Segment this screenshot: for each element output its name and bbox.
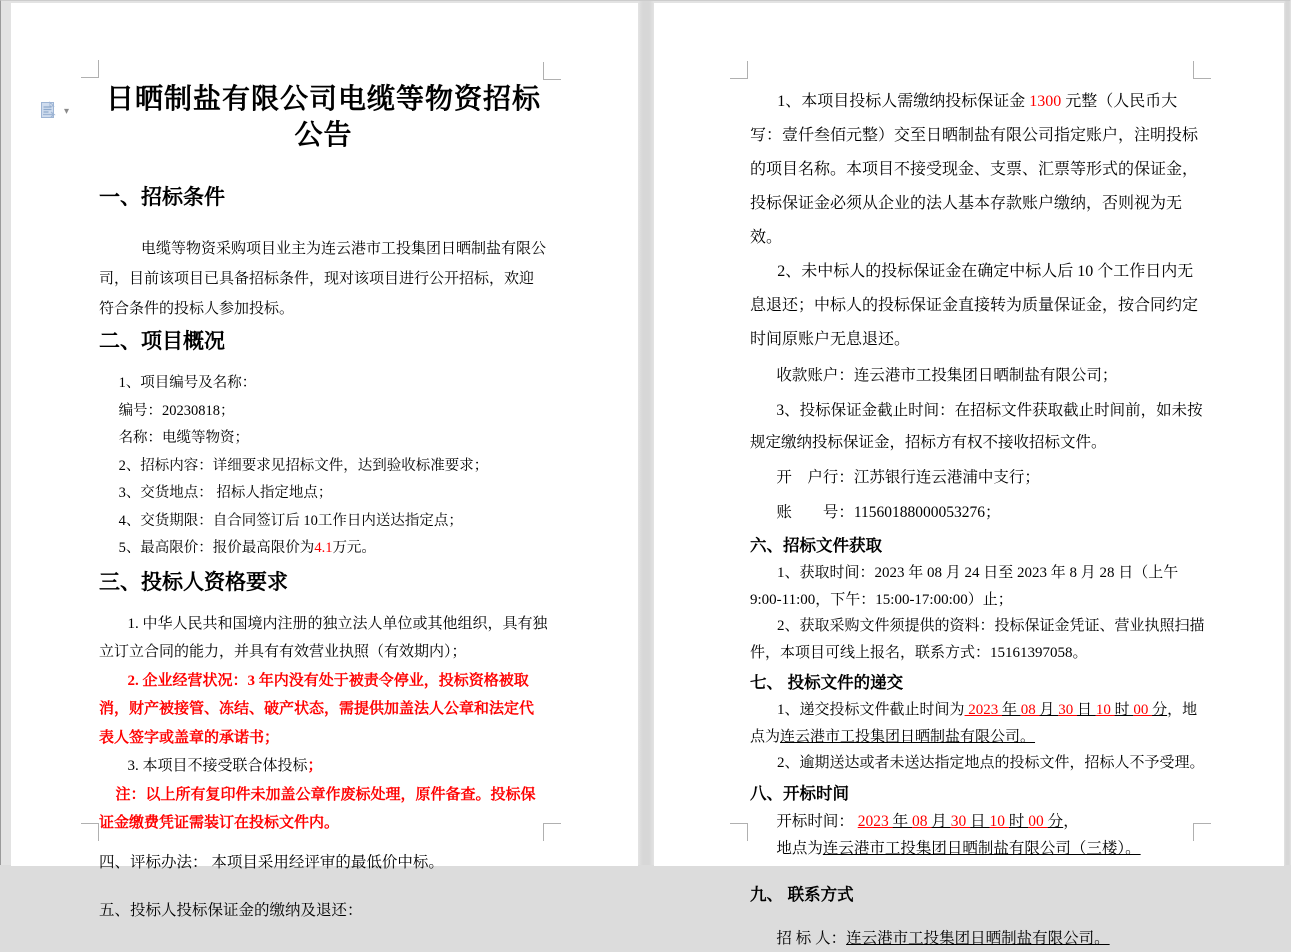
project-item-max-price: 5、最高限价：报价最高限价为4.1万元。 bbox=[118, 540, 376, 556]
obtain-materials-item: 2、获取采购文件须提供的资料：投标保证金凭证、营业执照扫描件，本项目可线上报名，联系方式：15161397058。 bbox=[750, 618, 1205, 661]
project-item: 编号：20230818； bbox=[118, 402, 235, 419]
account-number-line: 账 号：11560188000053276； bbox=[776, 504, 1001, 521]
page-2 bbox=[654, 3, 1284, 947]
section-9-heading: 九、 联系方式 bbox=[750, 885, 854, 904]
project-overview-list bbox=[99, 370, 548, 563]
tenderer-line: 招 标 人：连云港市工投集团日晒制盐有限公司。 bbox=[776, 929, 1110, 947]
section-6-heading: 六、招标文件获取 bbox=[750, 537, 882, 555]
obtain-time-item: 1、获取时间：2023 年 08 月 24 日至 2023 年 8 月 28 日（上午 9:00-11:00，下午：15:00-17:00:00）止； bbox=[750, 565, 1179, 608]
section-1-paragraph: 电缆等物资采购项目业主为连云港市工投集团日晒制盐有限公司，目前该项目已具备招标条件，现对该项目进行公开招标，欢迎符合条件的投标人参加投标。 bbox=[99, 241, 547, 317]
project-item: 3、交货地点： 招标人指定地点； bbox=[118, 485, 333, 501]
crop-mark-top-right-icon bbox=[1193, 61, 1211, 79]
document-title: 日晒制盐有限公司电缆等物资招标公告 bbox=[105, 83, 541, 150]
crop-mark-top-right-icon bbox=[543, 62, 561, 80]
section-1-heading: 一、招标条件 bbox=[99, 186, 225, 209]
project-item: 2、招标内容：详细要求见招标文件，达到验收标准要求； bbox=[118, 457, 489, 474]
section-4-line: 四、评标办法： 本项目采用经评审的最低价中标。 bbox=[99, 853, 444, 871]
section-5-line: 五、投标人投标保证金的缴纳及退还： bbox=[99, 901, 363, 919]
crop-mark-top-left-icon bbox=[81, 60, 99, 78]
qualification-item-2: 2. 企业经营状况：3 年内没有处于被责令停业，投标资格被取消，财产被接管、冻结、破产状态，需提供加盖法人公章和法定代表人签字或盖章的承诺书； bbox=[99, 672, 535, 746]
section-2-heading: 二、项目概况 bbox=[99, 330, 225, 353]
project-item: 名称：电缆等物资； bbox=[118, 430, 250, 446]
deposit-deadline-paragraph: 3、投标保证金截止时间：在招标文件获取截止时间前，如未按规定缴纳投标保证金，招标方有权不接收招标文件。 bbox=[750, 402, 1203, 451]
dropdown-arrow-icon[interactable]: ▾ bbox=[64, 105, 70, 117]
crop-mark-top-left-icon bbox=[730, 61, 748, 79]
late-submission-item: 2、逾期送达或者未送达指定地点的投标文件，招标人不予受理。 bbox=[777, 755, 1205, 771]
qualification-item-1: 1. 中华人民共和国境内注册的独立法人单位或其他组织，具有独立订立合同的能力，并具有有效营业执照（有效期内）； bbox=[99, 615, 548, 660]
project-item: 1、项目编号及名称： bbox=[118, 375, 257, 391]
payee-account-line: 收款账户：连云港市工投集团日晒制盐有限公司； bbox=[776, 367, 1118, 384]
bank-name-line: 开 户行：江苏银行连云港浦中支行； bbox=[776, 469, 1040, 486]
page-1 bbox=[11, 3, 638, 919]
opening-time-line: 开标时间： 2023 年 08 月 30 日 10 时 00 分， bbox=[776, 812, 1079, 830]
project-item: 4、交货期限：自合同签订后 10工作日内送达指定点； bbox=[118, 512, 463, 529]
section-7-heading: 七、 投标文件的递交 bbox=[750, 674, 904, 692]
section-8-heading: 八、开标时间 bbox=[750, 784, 849, 803]
deposit-paragraph-2: 2、未中标人的投标保证金在确定中标人后 10 个工作日内无息退还；中标人的投标保证金直接转为质量保证金，按合同约定时间原账户无息退还。 bbox=[750, 263, 1199, 348]
submission-deadline-item: 1、递交投标文件截止时间为 2023 年 08 月 30 日 10 时 00 分，地点为连云港市工投集团日晒制盐有限公司。 bbox=[750, 702, 1198, 745]
note-paragraph: 注：以上所有复印件未加盖公章作废标处理，原件备查。投标保证金缴费凭证需装订在投标文件内。 bbox=[99, 786, 536, 831]
right-edge-gutter bbox=[1284, 1, 1291, 865]
qualification-item-3: 3. 本项目不接受联合体投标； bbox=[127, 758, 323, 774]
opening-place-line: 地点为连云港市工投集团日晒制盐有限公司（三楼）。 bbox=[776, 839, 1141, 857]
section-3-heading: 三、投标人资格要求 bbox=[99, 570, 288, 594]
deposit-paragraph-1: 1、本项目投标人需缴纳投标保证金 1300 元整（人民币大写：壹仟叁佰元整）交至日晒制盐有限公司指定账户，注明投标的项目名称。本项目不接受现金、支票、汇票等形式的保证金，投标保证金必须从企业的法人基本存款账户缴纳，否则视为无效。 bbox=[750, 93, 1199, 246]
page-gutter bbox=[638, 1, 654, 865]
